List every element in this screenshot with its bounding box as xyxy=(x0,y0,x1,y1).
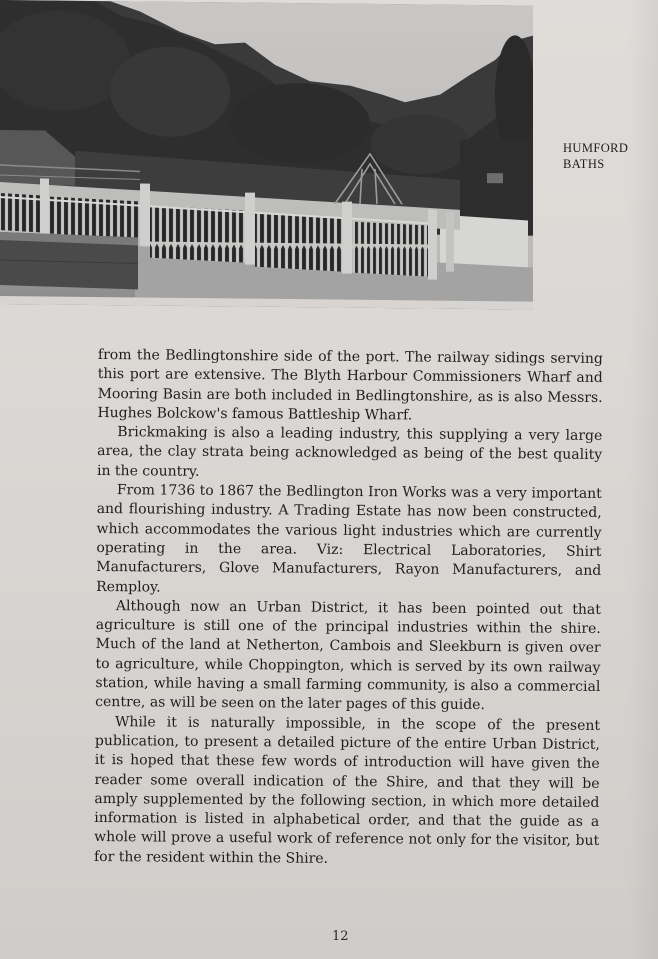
caption-line-1: HUMFORD xyxy=(563,141,629,155)
caption-line-2: BATHS xyxy=(563,157,605,171)
humford-baths-photo xyxy=(0,0,533,310)
paragraph-brickmaking: Brickmaking is also a leading industry, this supplying a very large area, the clay strata being acknowledged as being of the best quality in the country. xyxy=(96,424,603,480)
body-text xyxy=(94,346,603,871)
paragraph-agriculture: Although now an Urban District, it has been pointed out that agriculture is still one of the principal industries within the shire. Much of the land at Netherton, Cambois and Sleekburn is given over to agriculture, while Choppington, which is served by its own railway station, while having a small farming community, is also a commercial centre, as will be seen on the later pages of this guide. xyxy=(95,598,602,714)
paragraph-conclusion: While it is naturally impossible, in the scope of the present publication, to present a detailed picture of the entire Urban District, it is hoped that these few words of introduction will have given the reader some overall indication of the Shire, and that they will be amply supplemented by the following section, in which more detailed information is listed in alphabetical order, and that the guide as a whole will prove a useful work of reference not only for the visitor, but for the resident within the Shire. xyxy=(93,713,601,867)
photo-caption xyxy=(563,140,628,172)
paragraph-iron-works: From 1736 to 1867 the Bedlington Iron Works was a very important and flourishing industry. A Trading Estate has now been constructed, which accommodates the various light industries which are currently operating in the area. Viz: Electrical Laboratories, Shirt Manufacturers, Glove Manufacturers, Rayon Manufacturers, and Remploy. xyxy=(96,482,602,596)
paragraph-port: from the Bedlingtonshire side of the port. The railway sidings serving this port are extensive. The Blyth Harbour Commissioners Wharf and Mooring Basin are both included in Bedlingtonshire, as is also Messrs. Hughes Bolckow's famous Battleship Wharf. xyxy=(97,346,603,424)
page-number: 12 xyxy=(332,929,349,944)
